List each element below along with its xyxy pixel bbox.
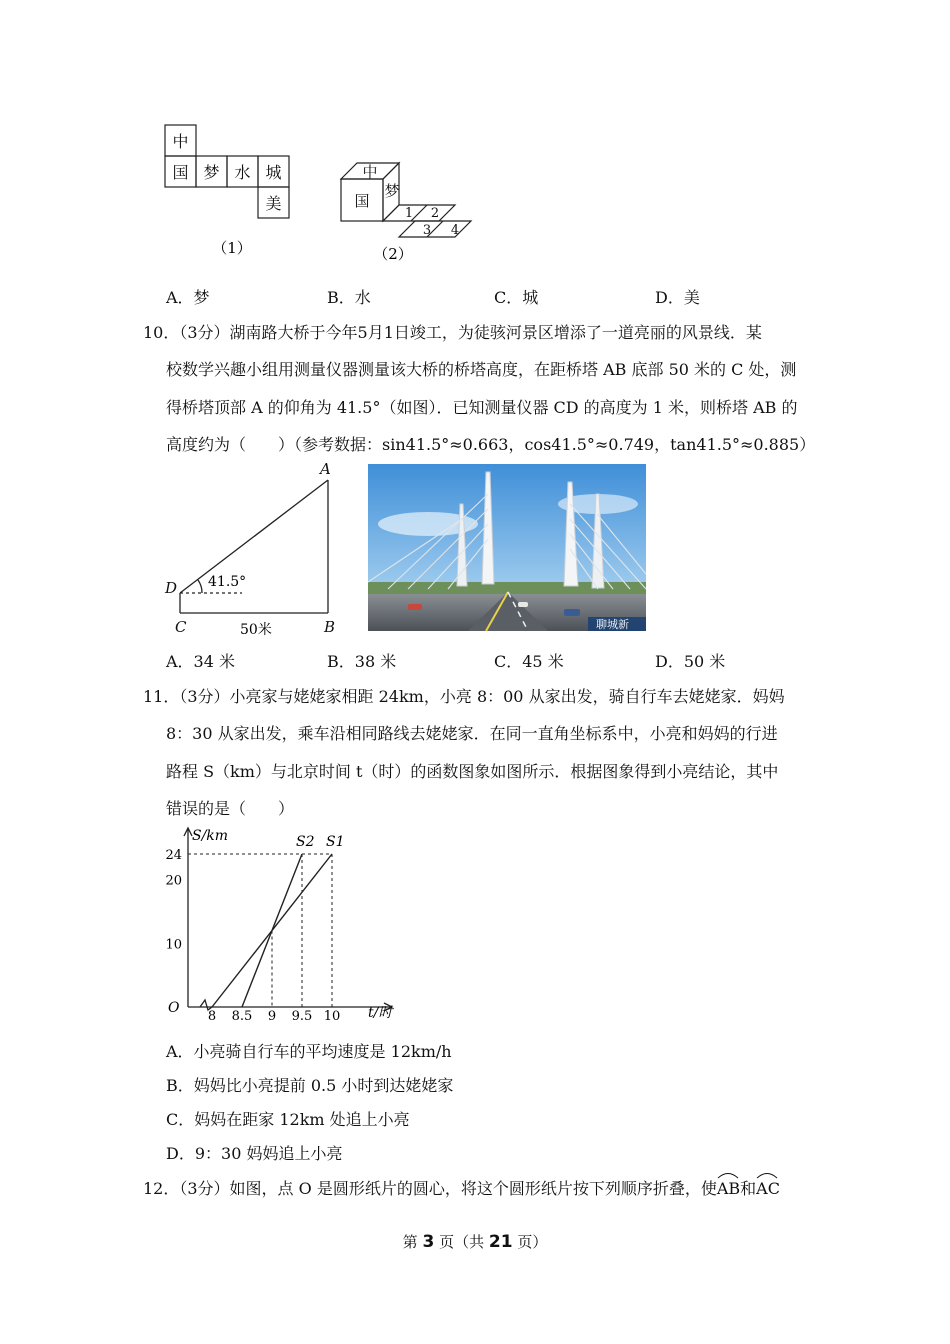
q11-option-a[interactable]: A．小亮骑自行车的平均速度是 12km/h bbox=[166, 1042, 452, 1061]
y-axis-label: S/km bbox=[192, 828, 229, 844]
x-axis-label: t/时 bbox=[368, 1005, 393, 1021]
q9-option-c[interactable]: C．城 bbox=[494, 288, 539, 307]
arc-mark bbox=[717, 1171, 739, 1179]
slot-label: 4 bbox=[450, 223, 460, 238]
y-tick-label: 24 bbox=[165, 848, 182, 863]
x-tick-label: 9 bbox=[267, 1009, 277, 1024]
distance-label: 50米 bbox=[240, 622, 272, 638]
cube-front-label: 国 bbox=[354, 192, 370, 210]
footer-mid: 页（共 bbox=[439, 1233, 485, 1251]
q10-triangle-figure bbox=[160, 460, 350, 645]
q9-figure-1 bbox=[160, 120, 300, 260]
net-cell: 城 bbox=[265, 163, 282, 182]
x-tick-label: 8.5 bbox=[231, 1009, 253, 1024]
bridge-photo bbox=[368, 464, 646, 631]
footer-page-number: 3 bbox=[422, 1232, 435, 1252]
q10-option-c[interactable]: C．45 米 bbox=[494, 652, 564, 671]
cube-side-label: 梦 bbox=[384, 182, 400, 200]
q12-text: 12．（3分）如图，点 O 是圆形纸片的圆心，将这个圆形纸片按下列顺序折叠，使 bbox=[143, 1179, 717, 1198]
point-label-d: D bbox=[165, 579, 178, 597]
x-tick-label: 9.5 bbox=[291, 1009, 313, 1024]
q11-text-line: 路程 S（km）与北京时间 t（时）的函数图象如图所示．根据图象得到小亮结论，其中 bbox=[166, 762, 779, 781]
figure-caption: （2） bbox=[373, 245, 413, 263]
q10-text-line: 10．（3分）湖南路大桥于今年5月1日竣工，为徒骇河景区增添了一道亮丽的风景线．某 bbox=[143, 323, 762, 342]
q9-option-d[interactable]: D．美 bbox=[655, 288, 700, 307]
y-tick-label: 20 bbox=[165, 873, 182, 889]
q12-text-line bbox=[143, 1176, 780, 1199]
bridge-photo-illustration bbox=[368, 464, 646, 631]
series-label-s1: S1 bbox=[326, 834, 345, 850]
footer-prefix: 第 bbox=[402, 1233, 418, 1251]
q11-text-line: 8：30 从家出发，乘车沿相同路线去姥姥家．在同一直角坐标系中，小亮和妈妈的行进 bbox=[166, 724, 778, 743]
slot-label: 2 bbox=[430, 206, 440, 221]
arc-mark bbox=[756, 1171, 778, 1179]
q10-option-d[interactable]: D．50 米 bbox=[655, 652, 726, 671]
q10-option-a[interactable]: A．34 米 bbox=[166, 652, 236, 671]
arc-ac-label: AC bbox=[756, 1179, 780, 1198]
slot-label: 1 bbox=[404, 206, 414, 221]
series-line-s2 bbox=[242, 854, 302, 1007]
q11-option-c[interactable]: C．妈妈在距家 12km 处追上小亮 bbox=[166, 1110, 410, 1129]
point-label-c: C bbox=[175, 618, 187, 636]
q9-option-a[interactable]: A．梦 bbox=[166, 288, 210, 307]
series-label-s2: S2 bbox=[296, 834, 315, 850]
arc-ac bbox=[756, 1177, 780, 1198]
point-label-a: A bbox=[320, 460, 331, 478]
q12-conj: 和 bbox=[740, 1179, 757, 1198]
q11-text-line: 11．（3分）小亮家与姥姥家相距 24km，小亮 8：00 从家出发，骑自行车去姥姥家．妈妈 bbox=[143, 687, 785, 706]
x-tick-label: 10 bbox=[323, 1009, 341, 1024]
net-cell: 水 bbox=[234, 163, 251, 182]
net-cell: 美 bbox=[265, 194, 282, 213]
q10-text-line: 高度约为（ ）（参考数据：sin41.5°≈0.663，cos41.5°≈0.749，tan41.5°≈0.885） bbox=[166, 435, 816, 454]
slot-label: 3 bbox=[422, 223, 432, 238]
net-cell: 梦 bbox=[203, 163, 220, 182]
q10-text-line: 得桥塔顶部 A 的仰角为 41.5°（如图）．已知测量仪器 CD 的高度为 1 米，则桥塔 AB 的 bbox=[166, 398, 798, 417]
q11-option-d[interactable]: D．9：30 妈妈追上小亮 bbox=[166, 1144, 343, 1163]
x-tick-label: 8 bbox=[207, 1009, 217, 1024]
net-cell: 中 bbox=[172, 132, 189, 151]
photo-watermark: 聊城新 bbox=[596, 618, 629, 631]
net-cell: 国 bbox=[172, 163, 189, 182]
origin-label: O bbox=[168, 1000, 180, 1016]
page-footer bbox=[0, 1231, 950, 1252]
q10-text-line: 校数学兴趣小组用测量仪器测量该大桥的桥塔高度，在距桥塔 AB 底部 50 米的 C 处，测 bbox=[166, 360, 797, 379]
q10-option-b[interactable]: B．38 米 bbox=[327, 652, 397, 671]
q11-line-chart bbox=[160, 822, 410, 1027]
arc-ab-label: AB bbox=[716, 1179, 741, 1198]
cube-top-label: 中 bbox=[362, 163, 378, 181]
footer-suffix: 页） bbox=[517, 1233, 548, 1251]
arc-ab bbox=[717, 1177, 740, 1198]
q9-option-b[interactable]: B．水 bbox=[327, 288, 371, 307]
q11-text-line: 错误的是（ ） bbox=[166, 799, 295, 818]
point-label-b: B bbox=[324, 618, 336, 636]
angle-label: 41.5° bbox=[208, 574, 247, 590]
q9-figure-2 bbox=[335, 155, 495, 267]
y-tick-label: 10 bbox=[165, 937, 182, 953]
figure-caption: （1） bbox=[212, 239, 252, 257]
q11-option-b[interactable]: B．妈妈比小亮提前 0.5 小时到达姥姥家 bbox=[166, 1076, 454, 1095]
footer-total-pages: 21 bbox=[488, 1232, 513, 1252]
